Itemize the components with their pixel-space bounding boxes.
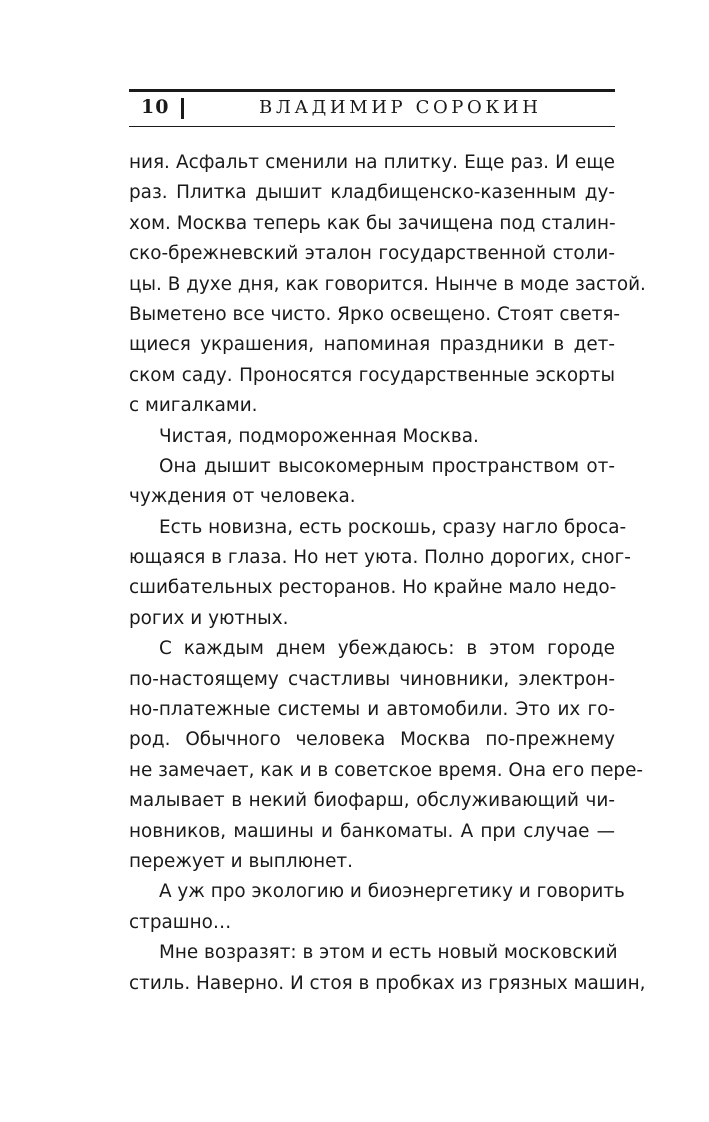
text-line: раз. Плитка дышит кладбищенско-казенным ду- bbox=[129, 182, 615, 204]
text-line: рогих и уютных. bbox=[129, 607, 289, 629]
body-text bbox=[129, 148, 646, 999]
page-number: 10 bbox=[141, 96, 170, 118]
text-line: щиеся украшения, напоминая праздники в дет- bbox=[129, 334, 615, 356]
text-line: Выметено все чисто. Ярко освещено. Стоят светя- bbox=[129, 303, 621, 325]
text-line: ско-брежневский эталон государственной столи- bbox=[129, 243, 615, 265]
text-line: не замечает, как и в советское время. Она его пере- bbox=[129, 759, 644, 781]
text-line: Есть новизна, есть роскошь, сразу нагло броса- bbox=[159, 516, 627, 538]
text-line: Мне возразят: в этом и есть новый московский bbox=[159, 942, 618, 964]
text-line: чуждения от человека. bbox=[129, 486, 356, 508]
header-separator bbox=[181, 98, 184, 119]
text-line: Она дышит высокомерным пространством от- bbox=[159, 455, 615, 477]
text-line: пережует и выплюнет. bbox=[129, 850, 353, 872]
text-line: хом. Москва теперь как бы зачищена под сталин- bbox=[129, 212, 616, 234]
text-line: род. Обычного человека Москва по-прежнему bbox=[129, 729, 615, 751]
text-line: новников, машины и банкоматы. А при случае — bbox=[129, 820, 615, 842]
text-line: А уж про экологию и биоэнергетику и говорить bbox=[159, 881, 625, 903]
text-line: стиль. Наверно. И стоя в пробках из грязных машин, bbox=[129, 972, 646, 994]
text-line: ния. Асфальт сменили на плитку. Еще раз. И еще bbox=[129, 152, 615, 173]
text-line: сшибательных ресторанов. Но крайне мало недо- bbox=[129, 577, 617, 599]
text-line: С каждым днем убеждаюсь: в этом городе bbox=[159, 638, 615, 660]
text-line: малывает в некий биофарш, обслуживающий чи- bbox=[129, 790, 615, 812]
text-line: но-платежные системы и автомобили. Это их го- bbox=[129, 699, 615, 721]
text-line: по-настоящему счастливы чиновники, электрон- bbox=[129, 668, 615, 690]
text-line: ском саду. Проносятся государственные эскорты bbox=[129, 364, 615, 386]
text-line: Чистая, подмороженная Москва. bbox=[159, 425, 479, 447]
page-header bbox=[129, 89, 615, 127]
text-line: с мигалками. bbox=[129, 395, 258, 417]
text-line: ющаяся в глаза. Но нет уюта. Полно дорогих, сног- bbox=[129, 547, 631, 569]
running-head-author: ВЛАДИМИР СОРОКИН bbox=[259, 97, 542, 118]
text-line: цы. В духе дня, как говорится. Нынче в моде застой. bbox=[129, 273, 646, 295]
text-line: страшно… bbox=[129, 911, 232, 933]
